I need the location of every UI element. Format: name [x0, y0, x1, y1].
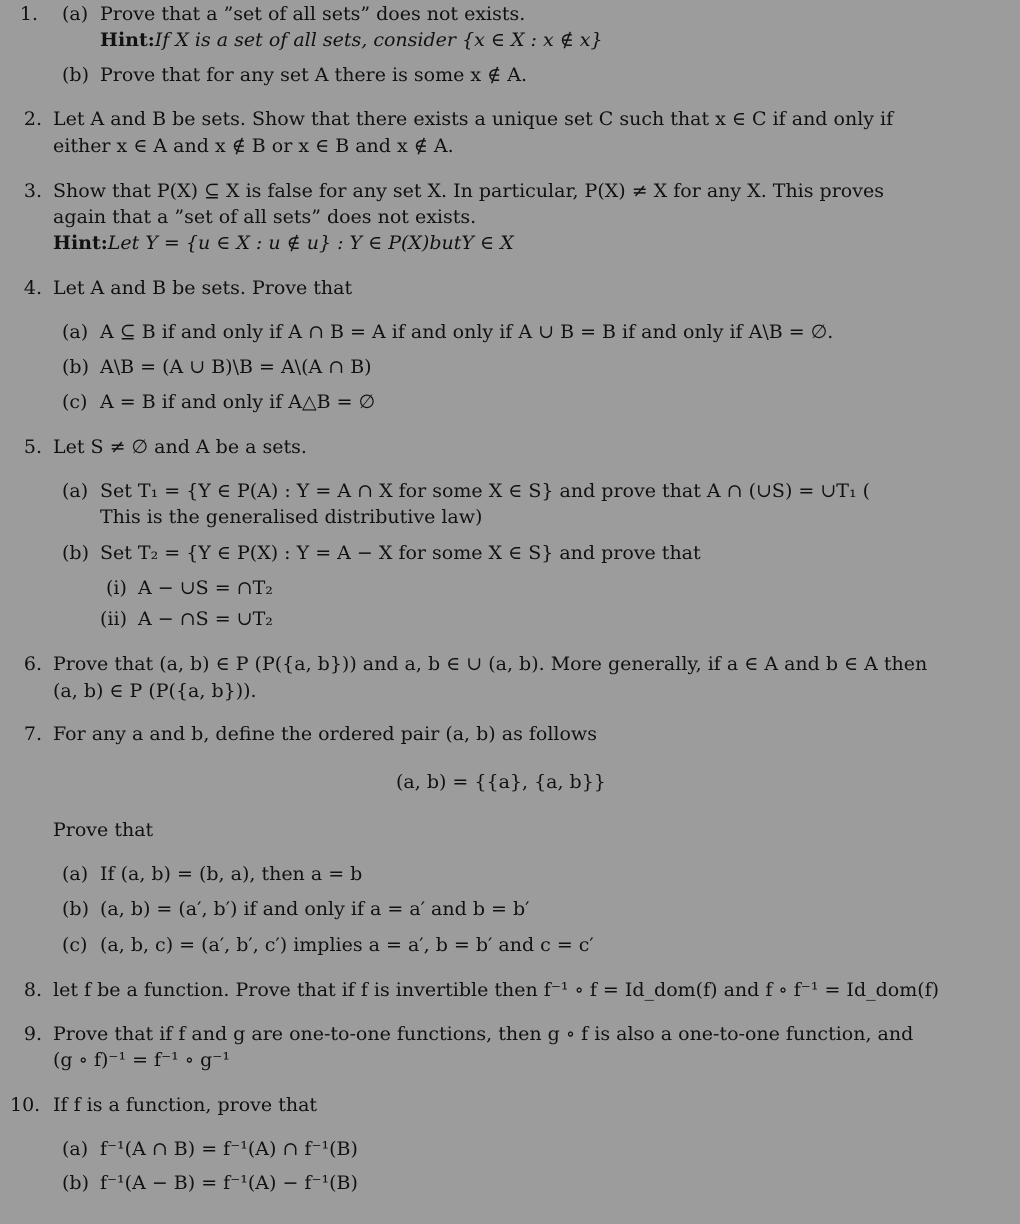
problem-text: Prove that if f and g are one-to-one functions, then g ∘ f is also a one-to-one function, and [53, 1023, 914, 1045]
problem-text: (g ∘ f)⁻¹ = f⁻¹ ∘ g⁻¹ [53, 1049, 230, 1071]
problem-number: 8. [23, 979, 42, 1001]
hint-text: Let Y = {u ∈ X : u ∉ u} : Y ∈ P(X)butY ∈ X [107, 232, 514, 254]
part-label: (a) [62, 1138, 89, 1160]
problem-text: (a, b) = (a′, b′) if and only if a = a′ and b = b′ [100, 898, 530, 920]
part-label: (b) [62, 1172, 89, 1194]
part-label: (b) [62, 542, 89, 564]
problem-text: Let A and B be sets. Show that there exists a unique set C such that x ∈ C if and only if [53, 108, 894, 130]
problem-number: 1. [19, 3, 38, 25]
problem-text: Set T₂ = {Y ∈ P(X) : Y = A − X for some X ∈ S} and prove that [100, 542, 701, 564]
problem-text: If f is a function, prove that [53, 1094, 318, 1116]
problem-text: Show that P(X) ⊆ X is false for any set X. In particular, P(X) ≠ X for any X. This proves [53, 180, 884, 202]
problem-number: 5. [23, 436, 42, 458]
problem-text: (a, b, c) = (a′, b′, c′) implies a = a′, b = b′ and c = c′ [100, 934, 594, 956]
problem-number: 10. [10, 1094, 41, 1116]
problem-text: A\B = (A ∪ B)\B = A\(A ∩ B) [100, 356, 372, 378]
problem-text: f⁻¹(A ∩ B) = f⁻¹(A) ∩ f⁻¹(B) [100, 1138, 358, 1160]
problem-number: 6. [23, 653, 42, 675]
problem-text: A ⊆ B if and only if A ∩ B = A if and only if A ∪ B = B if and only if A\B = ∅. [100, 321, 834, 343]
problem-text: either x ∈ A and x ∉ B or x ∈ B and x ∉ A. [53, 135, 454, 157]
part-label: (a) [62, 321, 89, 343]
part-label: (a) [62, 3, 89, 25]
problem-text: This is the generalised distributive law) [100, 506, 483, 528]
problem-text: Prove that for any set A there is some x ∉ A. [100, 64, 528, 86]
subpart-label: (i) [106, 577, 127, 599]
problem-text: f⁻¹(A − B) = f⁻¹(A) − f⁻¹(B) [100, 1172, 358, 1194]
problem-number: 7. [23, 723, 42, 745]
problem-number: 4. [23, 277, 42, 299]
problem-number: 3. [23, 180, 42, 202]
problem-number: 9. [23, 1023, 42, 1045]
part-label: (a) [62, 480, 89, 502]
part-label: (b) [62, 356, 89, 378]
problem-text: Prove that [53, 819, 154, 841]
problem-text: Prove that (a, b) ∈ P (P({a, b})) and a, b ∈ ∪ (a, b). More generally, if a ∈ A and b ∈ A then [53, 653, 928, 675]
problem-number: 2. [23, 108, 42, 130]
hint-label: Hint: [100, 29, 155, 51]
part-label: (b) [62, 64, 89, 86]
problem-text: A − ∩S = ∪T₂ [138, 608, 273, 630]
problem-text: A = B if and only if A△B = ∅ [100, 391, 376, 413]
part-label: (c) [62, 391, 88, 413]
problem-text: For any a and b, define the ordered pair (a, b) as follows [53, 723, 597, 745]
hint [100, 28, 603, 52]
hint-text: If X is a set of all sets, consider {x ∈ X : x ∉ x} [154, 29, 603, 51]
part-label: (a) [62, 863, 89, 885]
hint-label: Hint: [53, 232, 108, 254]
problem-text: Prove that a ”set of all sets” does not exists. [100, 3, 526, 25]
problem-text: If (a, b) = (b, a), then a = b [100, 863, 363, 885]
display-equation: (a, b) = {{a}, {a, b}} [396, 771, 606, 793]
problem-text: let f be a function. Prove that if f is invertible then f⁻¹ ∘ f = Id_dom(f) and f ∘ f⁻¹ = Id_dom(f) [53, 979, 940, 1001]
part-label: (c) [62, 934, 88, 956]
problem-text: Let S ≠ ∅ and A be a sets. [53, 436, 307, 458]
problem-text: A − ∪S = ∩T₂ [138, 577, 273, 599]
problem-text: Let A and B be sets. Prove that [53, 277, 353, 299]
problem-text: Set T₁ = {Y ∈ P(A) : Y = A ∩ X for some X ∈ S} and prove that A ∩ (∪S) = ∪T₁ ( [100, 480, 871, 502]
problem-text: again that a ”set of all sets” does not exists. [53, 206, 477, 228]
subpart-label: (ii) [100, 608, 127, 630]
part-label: (b) [62, 898, 89, 920]
hint [53, 231, 514, 255]
problem-text: (a, b) ∈ P (P({a, b})). [53, 680, 257, 702]
